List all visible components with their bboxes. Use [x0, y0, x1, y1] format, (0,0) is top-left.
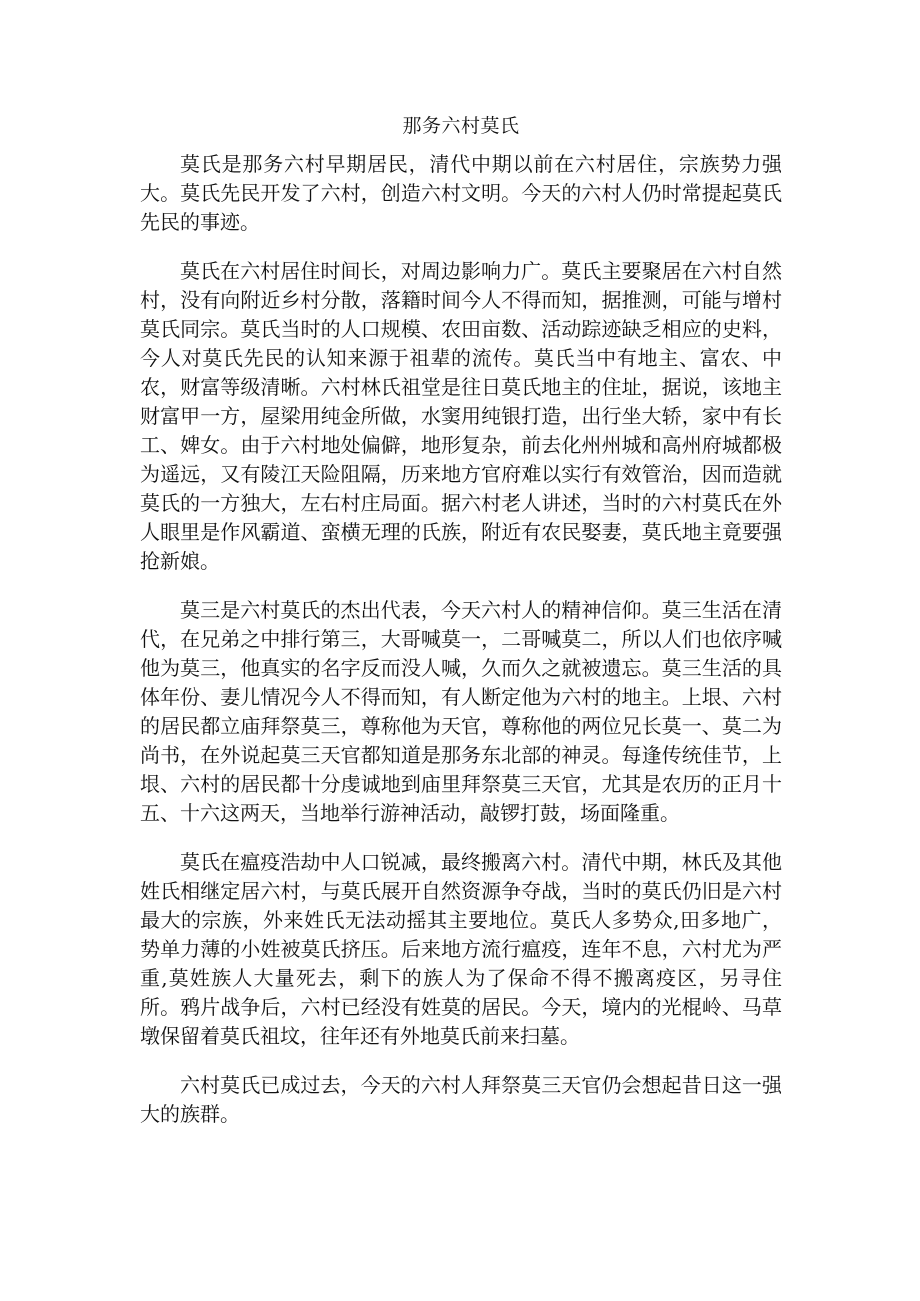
document-page: [140, 112, 782, 1149]
paragraph-4: 莫氏在瘟疫浩劫中人口锐减，最终搬离六村。清代中期，林氏及其他姓氏相继定居六村，与莫氏展开自然资源争夺战，当时的莫氏仍旧是六村最大的宗族，外来姓氏无法动摇其主要地位。莫氏人多势众,田多地广，势单力薄的小姓被莫氏挤压。后来地方流行瘟疫，连年不息，六村尤为严重,莫姓族人大量死去，剩下的族人为了保命不得不搬离疫区，另寻住所。鸦片战争后，六村已经没有姓莫的居民。今天，境内的光棍岭、马草墩保留着莫氏祖坟，往年还有外地莫氏前来扫墓。: [140, 850, 782, 1048]
paragraph-1: 莫氏是那务六村早期居民，清代中期以前在六村居住，宗族势力强大。莫氏先民开发了六村，创造六村文明。今天的六村人仍时常提起莫氏先民的事迹。: [140, 152, 782, 234]
document-title: 那务六村莫氏: [402, 115, 520, 137]
paragraph-2: 莫氏在六村居住时间长，对周边影响力广。莫氏主要聚居在六村自然村，没有向附近乡村分散，落籍时间今人不得而知，据推测，可能与增村莫氏同宗。莫氏当时的人口规模、农田亩数、活动踪迹缺乏相应的史料，今人对莫氏先民的认知来源于祖辈的流传。莫氏当中有地主、富农、中农，财富等级清晰。六村林氏祖堂是往日莫氏地主的住址，据说，该地主财富甲一方，屋梁用纯金所做，水窦用纯银打造，出行坐大轿，家中有长工、婢女。由于六村地处偏僻，地形复杂，前去化州州城和高州府城都极为遥远，又有陵江天险阻隔，历来地方官府难以实行有效管治，因而造就莫氏的一方独大，左右村庄局面。据六村老人讲述，当时的六村莫氏在外人眼里是作风霸道、蛮横无理的氏族，附近有农民娶妻，莫氏地主竟要强抢新娘。: [140, 259, 782, 573]
paragraph-3: 莫三是六村莫氏的杰出代表，今天六村人的精神信仰。莫三生活在清代，在兄弟之中排行第三，大哥喊莫一，二哥喊莫二，所以人们也依序喊他为莫三，他真实的名字反而没人喊，久而久之就被遗忘。莫三生活的具体年份、妻儿情况今人不得而知，有人断定他为六村的地主。上垠、六村的居民都立庙拜祭莫三，尊称他为天官，尊称他的两位兄长莫一、莫二为尚书，在外说起莫三天官都知道是那务东北部的神灵。每逢传统佳节，上垠、六村的居民都十分虔诚地到庙里拜祭莫三天官，尤其是农历的正月十五、十六这两天，当地举行游神活动，敲锣打鼓，场面隆重。: [140, 598, 782, 825]
paragraph-5: 六村莫氏已成过去，今天的六村人拜祭莫三天官仍会想起昔日这一强大的族群。: [140, 1073, 782, 1126]
